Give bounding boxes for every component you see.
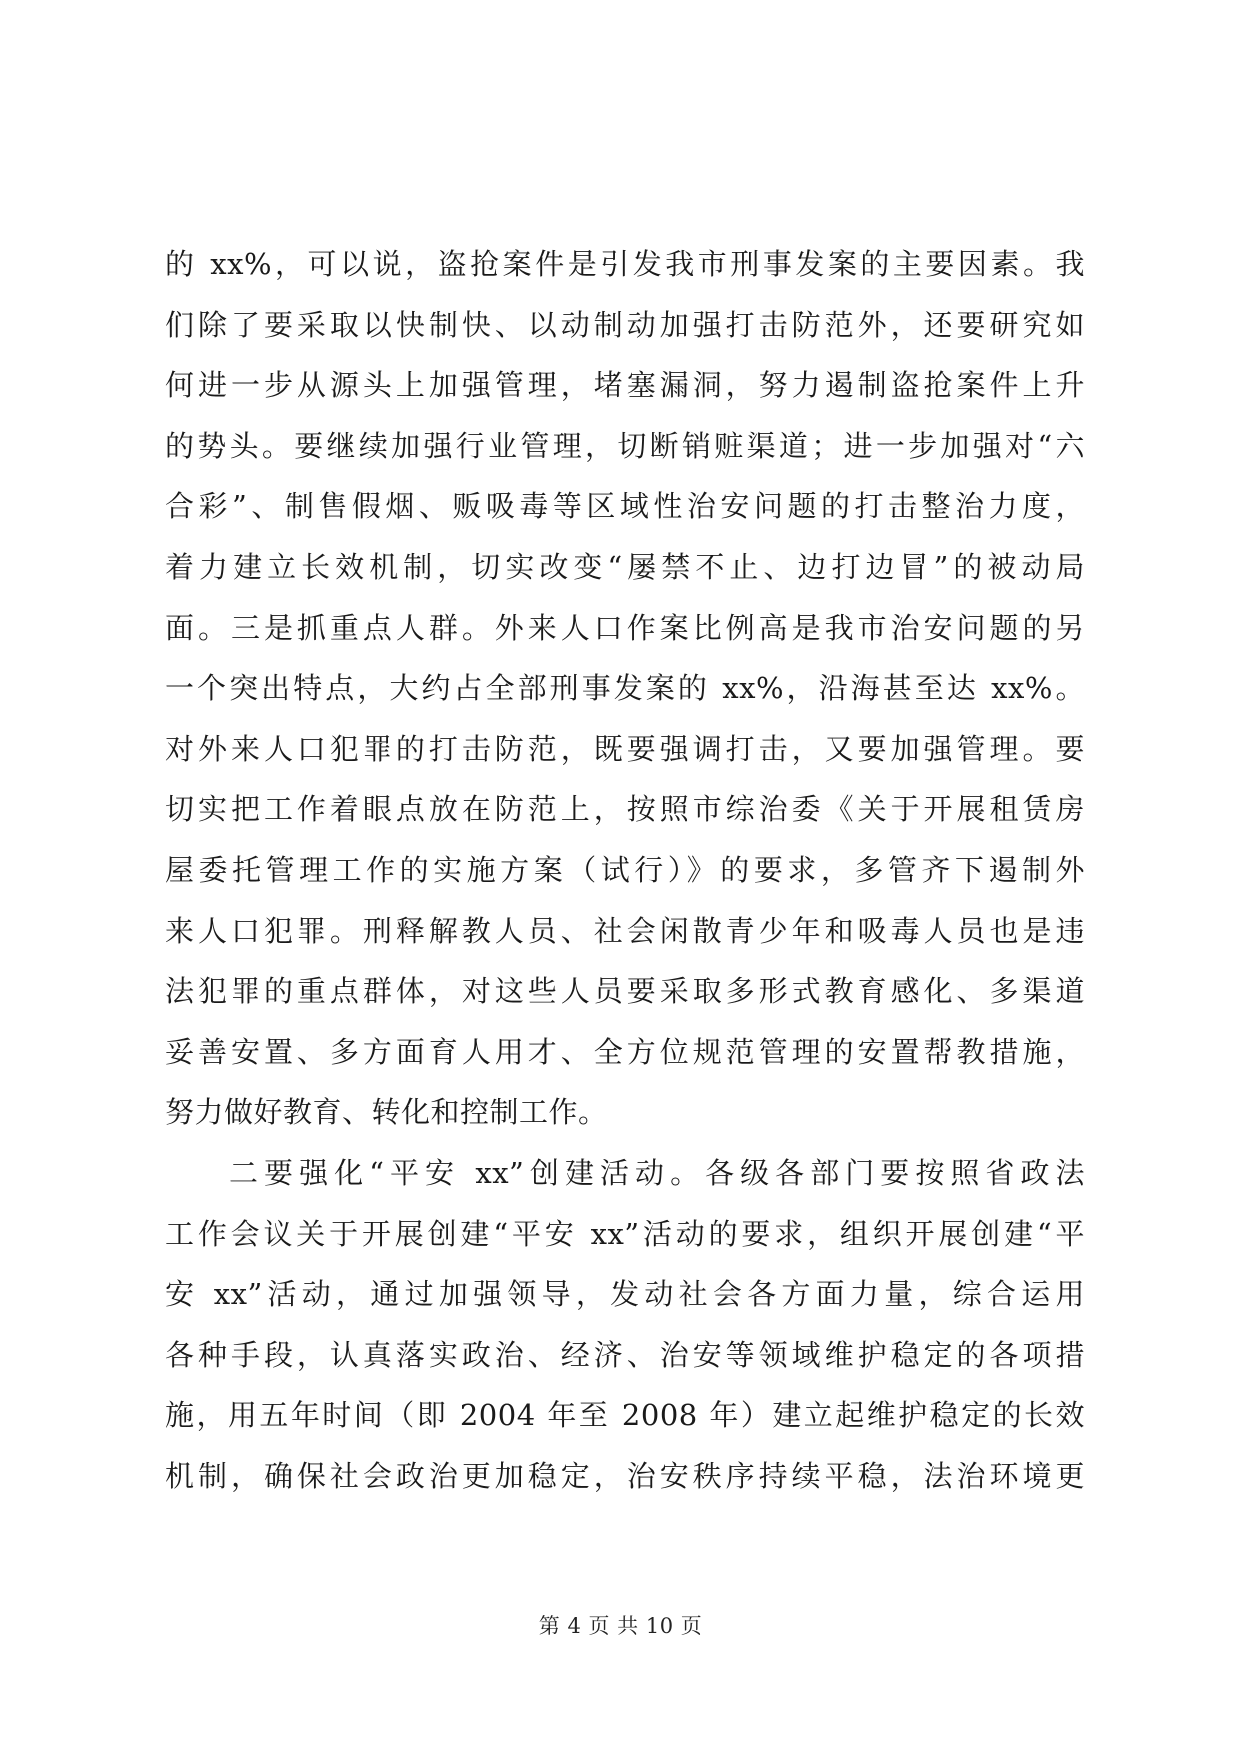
text-line: 切实把工作着眼点放在防范上，按照市综治委《关于开展租赁房 [165,792,1085,827]
text-line: 施，用五年时间（即 2004 年至 2008 年）建立起维护稳定的长效 [165,1398,1085,1433]
text-line: 的势头。要继续加强行业管理，切断销赃渠道；进一步加强对“六 [165,428,1085,463]
text-line: 机制，确保社会政治更加稳定，治安秩序持续平稳，法治环境更 [165,1458,1085,1493]
text-line: 面。三是抓重点人群。外来人口作案比例高是我市治安问题的另 [165,610,1085,645]
text-line: 法犯罪的重点群体，对这些人员要采取多形式教育感化、多渠道 [165,974,1085,1009]
text-line: 们除了要采取以快制快、以动制动加强打击防范外，还要研究如 [165,307,1085,342]
page-number-footer: 第 4 页 共 10 页 [538,1614,703,1638]
text-line: 来人口犯罪。刑释解教人员、社会闲散青少年和吸毒人员也是违 [165,913,1085,948]
text-line: 妥善安置、多方面育人用才、全方位规范管理的安置帮教措施， [165,1034,1085,1069]
text-line: 何进一步从源头上加强管理，堵塞漏洞，努力遏制盗抢案件上升 [165,368,1085,403]
body-text [165,234,1085,1506]
text-line: 努力做好教育、转化和控制工作。 [165,1095,608,1130]
text-line: 合彩”、制售假烟、贩吸毒等区域性治安问题的打击整治力度， [165,489,1085,524]
text-line: 对外来人口犯罪的打击防范，既要强调打击，又要加强管理。要 [165,731,1085,766]
text-line: 屋委托管理工作的实施方案（试行）》的要求，多管齐下遏制外 [165,852,1085,887]
text-line: 的 xx%，可以说，盗抢案件是引发我市刑事发案的主要因素。我 [165,247,1085,281]
text-line: 一个突出特点，大约占全部刑事发案的 xx%，沿海甚至达 xx%。 [165,671,1085,706]
text-line: 安 xx”活动，通过加强领导，发动社会各方面力量，综合运用 [165,1277,1085,1312]
text-line: 各种手段，认真落实政治、经济、治安等领域维护稳定的各项措 [165,1337,1085,1372]
paragraph-start-line: 二要强化“平安 xx”创建活动。各级各部门要按照省政法 [229,1155,1085,1190]
text-line: 工作会议关于开展创建“平安 xx”活动的要求，组织开展创建“平 [165,1216,1085,1251]
text-line: 着力建立长效机制，切实改变“屡禁不止、边打边冒”的被动局 [165,549,1085,584]
